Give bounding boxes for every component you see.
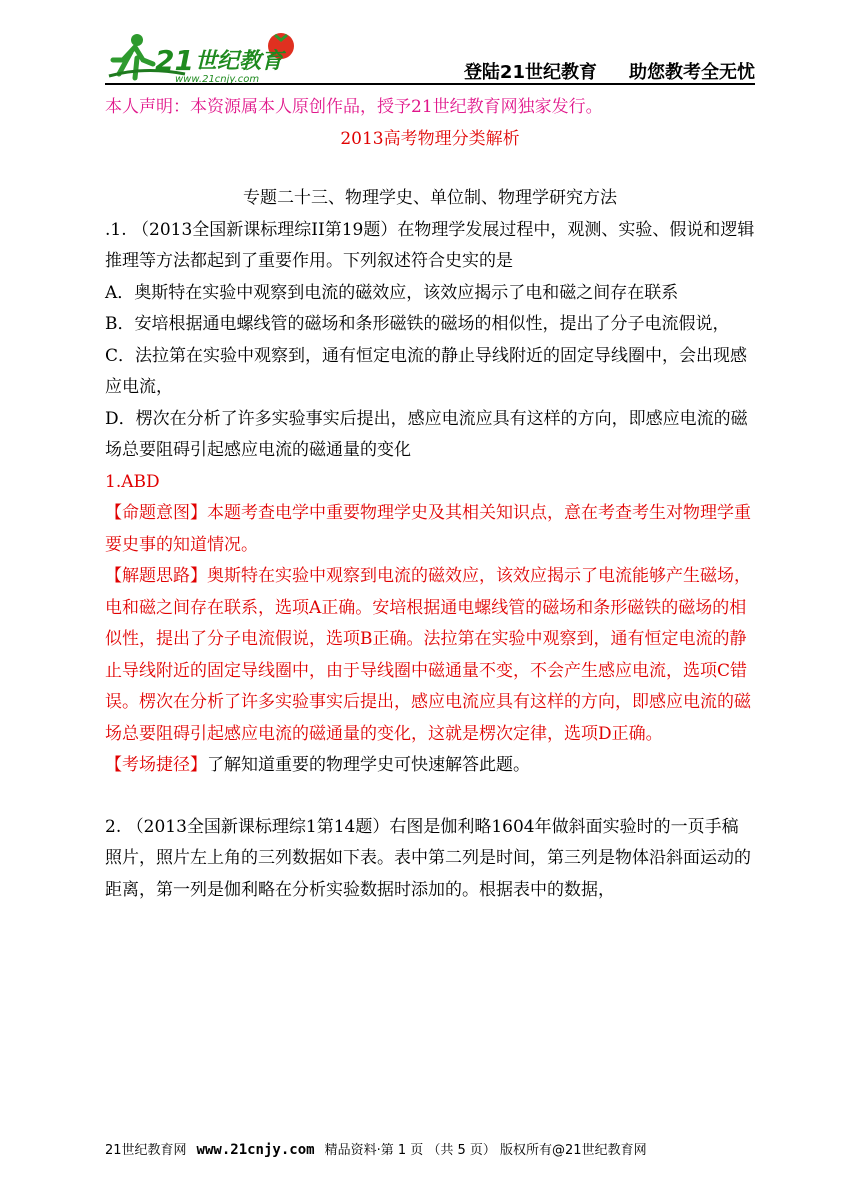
intent-label: 【命题意图】: [105, 503, 207, 523]
question-1-option-b: B．安培根据通电螺线管的磁场和条形磁铁的磁场的相似性，提出了分子电流假说，: [105, 314, 730, 334]
approach-label: 【解题思路】: [105, 566, 207, 586]
doc-title: 2013高考物理分类解析: [340, 128, 520, 149]
question-1-stem: .1. （2013全国新课标理综II第19题）在物理学发展过程中，观测、实验、假说和逻辑推理等方法都起到了重要作用。下列叙述符合史实的是: [105, 219, 755, 271]
intent-text: 本题考查电学中重要物理学史及其相关知识点，意在考查考生对物理学重要史事的知道情况。: [105, 503, 751, 555]
question-2-stem: 2. （2013全国新课标理综1第14题）右图是伽利略1604年做斜面实验时的一页手稿照片，照片左上角的三列数据如下表。表中第二列是时间，第三列是物体沿斜面运动的距离，第一列是伽利略在分析实验数据时添加的。根据表中的数据，: [105, 816, 751, 900]
question-1-intent: [105, 498, 755, 561]
page-header: [105, 30, 755, 86]
copyright-notice: 本人声明：本资源属本人原创作品，授予21世纪教育网独家发行。: [105, 97, 603, 117]
question-1-option-c: C．法拉第在实验中观察到，通有恒定电流的静止导线附近的固定导线圈中，会出现感应电流，: [105, 345, 748, 397]
header-slogan-left: 登陆21世纪教育: [463, 62, 597, 83]
topic-title: 专题二十三、物理学史、单位制、物理学研究方法: [243, 188, 617, 208]
approach-text: 奥斯特在实验中观察到电流的磁效应，该效应揭示了电流能够产生磁场，电和磁之间存在联系，选项A正确。安培根据通电螺线管的磁场和条形磁铁的磁场的相似性，提出了分子电流假说，选项B正确。法拉第在实验中观察到，通有恒定电流的静止导线附近的固定导线圈中，由于导线圈中磁通量不变，不会产生感应电流，选项C错误。楞次在分析了许多实验事实后提出，感应电流应具有这样的方向，即感应电流的磁场总要阻碍引起感应电流的磁通量的变化，这就是楞次定律，选项D正确。: [105, 566, 751, 744]
header-slogan-right: 助您教考全无忧: [629, 62, 755, 83]
header-slogan: [464, 58, 755, 84]
header-divider: [105, 83, 755, 85]
question-1-shortcut: [105, 750, 755, 782]
site-logo: [105, 30, 305, 84]
question-1-answer: 1.ABD: [105, 471, 160, 492]
shortcut-label: 【考场捷径】: [105, 755, 207, 775]
footer-url[interactable]: www.21cnjy.com: [196, 1142, 315, 1158]
question-1-approach: [105, 561, 755, 750]
page-footer: [105, 1139, 755, 1158]
footer-site: 21世纪教育网: [105, 1143, 187, 1158]
svg-text:21: 21: [155, 44, 194, 77]
svg-text:www.21cnjy.com: www.21cnjy.com: [175, 74, 260, 84]
footer-info: 精品资料·第 1 页 （共 5 页） 版权所有@21世纪教育网: [324, 1143, 647, 1158]
question-1-option-a: A．奥斯特在实验中观察到电流的磁效应，该效应揭示了电和磁之间存在联系: [105, 282, 679, 303]
shortcut-text: 了解知道重要的物理学史可快速解答此题。: [207, 755, 530, 775]
svg-text:世纪教育: 世纪教育: [195, 49, 284, 74]
document-body: [105, 92, 755, 906]
question-1-option-d: D．楞次在分析了许多实验事实后提出，感应电流应具有这样的方向，即感应电流的磁场总要阻碍引起感应电流的磁通量的变化: [105, 408, 748, 460]
